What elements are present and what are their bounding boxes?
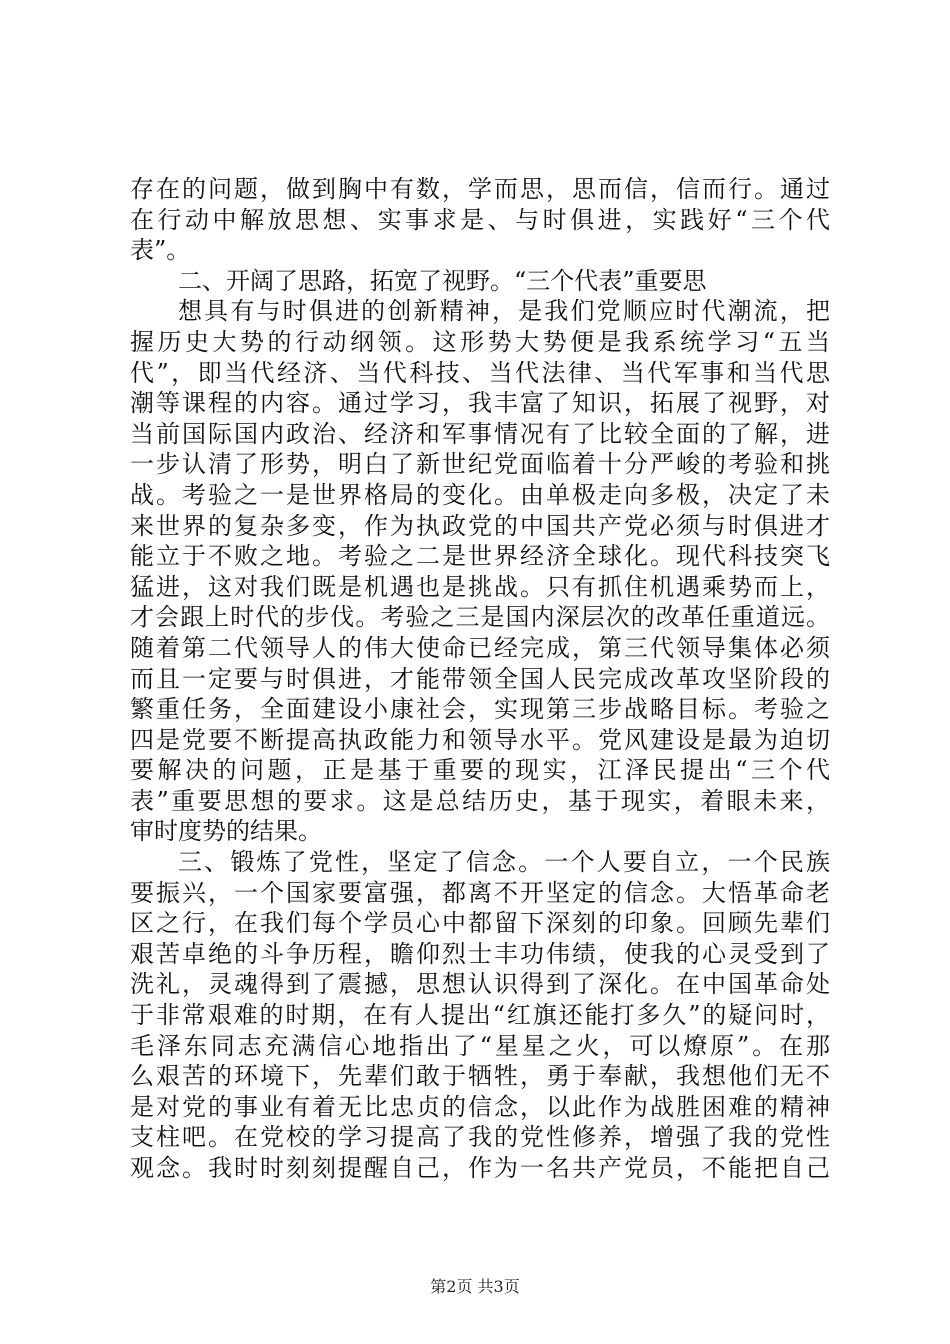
text-line: 要解决的问题，正是基于重要的现实，江泽民提出“三个代	[130, 756, 830, 785]
text-line: 随着第二代领导人的伟大使命已经完成，第三代领导集体必须	[130, 633, 830, 662]
text-line: 想具有与时俱进的创新精神，是我们党顺应时代潮流，把	[178, 297, 830, 326]
text-line: 而且一定要与时俱进，才能带领全国人民完成改革攻坚阶段的	[130, 664, 830, 693]
text-line: 战。考验之一是世界格局的变化。由单极走向多极，决定了未	[130, 480, 830, 509]
text-line: 艰苦卓绝的斗争历程，瞻仰烈士丰功伟绩，使我的心灵受到了	[130, 939, 830, 968]
text-line: 来世界的复杂多变，作为执政党的中国共产党必须与时俱进才	[130, 511, 830, 540]
text-line: 代”，即当代经济、当代科技、当代法律、当代军事和当代思	[130, 358, 830, 387]
text-line: 观念。我时时刻刻提醒自己，作为一名共产党员，不能把自己	[130, 1154, 830, 1182]
text-line: 在行动中解放思想、实事求是、与时俱进，实践好“三个代	[130, 205, 830, 234]
text-line: 二、开阔了思路，拓宽了视野。“三个代表”重要思	[178, 266, 707, 295]
text-line: 区之行，在我们每个学员心中都留下深刻的印象。回顾先辈们	[130, 909, 830, 938]
text-line: 毛泽东同志充满信心地指出了“星星之火，可以燎原”。在那	[130, 1031, 830, 1060]
text-line: 握历史大势的行动纲领。这形势大势便是我系统学习“五当	[130, 327, 830, 356]
text-line: 洗礼，灵魂得到了震撼，思想认识得到了深化。在中国革命处	[130, 970, 830, 999]
page-footer: 第2页 共3页	[430, 1277, 520, 1296]
text-line: 是对党的事业有着无比忠贞的信念，以此作为战胜困难的精神	[130, 1092, 830, 1121]
text-line: 潮等课程的内容。通过学习，我丰富了知识，拓展了视野，对	[130, 389, 830, 418]
text-line: 一步认清了形势，明白了新世纪党面临着十分严峻的考验和挑	[130, 450, 830, 479]
document-body	[130, 174, 830, 1184]
text-line: 当前国际国内政治、经济和军事情况有了比较全面的了解，进	[130, 419, 830, 448]
text-line: 么艰苦的环境下，先辈们敢于牺牲，勇于奉献，我想他们无不	[130, 1062, 830, 1091]
text-line: 于非常艰难的时期，在有人提出“红旗还能打多久”的疑问时，	[130, 1001, 830, 1030]
text-line: 才会跟上时代的步伐。考验之三是国内深层次的改革任重道远。	[130, 603, 830, 632]
text-line: 表”。	[130, 236, 191, 265]
text-line: 表”重要思想的要求。这是总结历史，基于现实，着眼未来，	[130, 786, 830, 815]
text-line: 审时度势的结果。	[130, 817, 322, 846]
text-line: 支柱吧。在党校的学习提高了我的党性修养，增强了我的党性	[130, 1123, 830, 1152]
text-line: 能立于不败之地。考验之二是世界经济全球化。现代科技突飞	[130, 542, 830, 571]
text-line: 繁重任务，全面建设小康社会，实现第三步战略目标。考验之	[130, 695, 830, 724]
text-line: 三、锻炼了党性，坚定了信念。一个人要自立，一个民族	[178, 848, 830, 877]
text-line: 猛进，这对我们既是机遇也是挑战。只有抓住机遇乘势而上，	[130, 572, 830, 601]
text-line: 要振兴，一个国家要富强，都离不开坚定的信念。大悟革命老	[130, 878, 830, 907]
text-line: 四是党要不断提高执政能力和领导水平。党风建设是最为迫切	[130, 725, 830, 754]
text-line: 存在的问题，做到胸中有数，学而思，思而信，信而行。通过	[130, 175, 830, 203]
